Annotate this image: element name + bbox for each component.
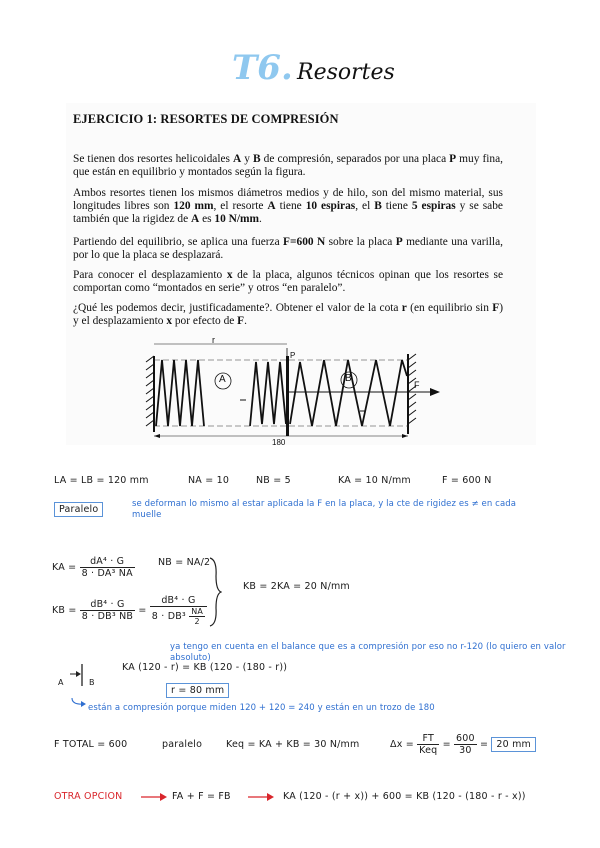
given-nb: NB = 5 — [256, 475, 291, 486]
paralelo-box: Paralelo — [54, 502, 103, 517]
paragraph-2: Ambos resortes tienen los mismos diámetros medios y de hilo, son del mismo material, sus longitudes libres son 120 mm, el resorte A tiene 10 espiras, el B tiene 5 espiras y se sabe también que la rigidez de A es 10 N/mm. — [73, 187, 503, 226]
ka-lhs: KA = — [52, 562, 77, 573]
plate-sketch — [54, 662, 100, 692]
ka-formula — [52, 556, 135, 579]
arrow-right-icon-2 — [247, 791, 275, 803]
exercise-title: EJERCICIO 1: RESORTES DE COMPRESIÓN — [73, 112, 339, 126]
ka-denominator: 8 · DA³ NA — [81, 568, 133, 579]
figure-label-b: B — [345, 373, 352, 384]
given-lengths: LA = LB = 120 mm — [54, 475, 149, 486]
nb-relation: NB = NA/2 — [158, 557, 211, 568]
dx-equals-2: = — [479, 739, 489, 750]
given-na: NA = 10 — [188, 475, 230, 486]
dx-lhs: Δx = — [390, 739, 414, 750]
figure-label-f: F — [414, 380, 420, 390]
otra-equation-1: FA + F = FB — [172, 791, 231, 802]
kb-denominator: 8 · DB³ NB — [81, 611, 134, 622]
figure-label-r: r — [212, 335, 215, 345]
sketch-label-a: A — [58, 678, 64, 687]
paragraph-5: ¿Qué les podemos decir, justificadamente?. Obtener el valor de la cota r (en equilibrio sin F) y el desplazamiento x por efecto de F. — [73, 302, 503, 328]
dx-num-2: 600 — [456, 733, 475, 744]
note-compression: están a compresión porque miden 120 + 120 = 240 y están en un trozo de 180 — [88, 703, 435, 713]
dx-den-2: 30 — [459, 745, 472, 756]
figure-dimension-180: 180 — [272, 438, 286, 447]
figure-label-a: A — [219, 374, 226, 385]
ka-fraction — [80, 556, 135, 579]
note-absolute: ya tengo en cuenta en el balance que es a compresión por eso no r-120 (lo quiero en valor absoluto) — [170, 642, 566, 663]
dx-result-box: 20 mm — [491, 737, 536, 752]
otra-opcion-label: OTRA OPCION — [54, 791, 123, 802]
kb-fraction-2 — [150, 595, 207, 626]
given-ka: KA = 10 N/mm — [338, 475, 411, 486]
arrow-right-icon — [140, 791, 168, 803]
kb-lhs: KB = — [52, 605, 77, 616]
r-result-box: r = 80 mm — [166, 683, 229, 698]
dx-fraction-2 — [454, 733, 477, 756]
kb-result: KB = 2KA = 20 N/mm — [243, 581, 350, 592]
dx-num-1: FT — [417, 733, 439, 745]
balance-equation: KA (120 - r) = KB (120 - (180 - r)) — [122, 662, 288, 673]
note-arrow-icon — [70, 696, 88, 710]
keq-equation: Keq = KA + KB = 30 N/mm — [226, 739, 360, 750]
kb-numerator-2: dB⁴ · G — [150, 595, 207, 607]
dx-fraction-1 — [417, 733, 439, 756]
ka-numerator: dA⁴ · G — [80, 556, 135, 568]
kb-equals: = — [138, 605, 147, 616]
kb-numerator: dB⁴ · G — [80, 599, 135, 611]
paralelo-label: paralelo — [162, 739, 203, 750]
otra-equation-2: KA (120 - (r + x)) + 600 = KB (120 - (180 - r - x)) — [283, 791, 526, 802]
dx-equation — [390, 733, 536, 756]
paralelo-explanation: se deforman lo mismo al estar aplicada la F en la placa, y la cte de rigidez es ≠ en cada muelle — [132, 499, 517, 520]
kb-fraction — [80, 599, 135, 622]
brace-icon — [208, 556, 222, 628]
dx-equals-1: = — [442, 739, 451, 750]
page-title: Resortes — [297, 60, 395, 85]
figure-label-p: P — [290, 351, 296, 360]
ftotal: F TOTAL = 600 — [54, 739, 128, 750]
kb-denominator-2: 8 · DB³ $\frac{NA}{2}$ — [151, 607, 204, 626]
paragraph-1: Se tienen dos resortes helicoidales A y B de compresión, separados por una placa P muy fina, que están en equilibrio y montados según la figura. — [73, 153, 504, 179]
given-f: F = 600 N — [442, 475, 492, 486]
chapter-logo: T6. — [232, 48, 293, 88]
dx-den-1: Keq — [419, 745, 438, 756]
paragraph-4: Para conocer el desplazamiento x de la placa, algunos técnicos opinan que los resortes se comportan como “montados en serie” y otros “en paralelo”. — [73, 269, 503, 295]
sketch-label-b: B — [89, 678, 95, 687]
kb-formula — [52, 595, 207, 626]
paragraph-3: Partiendo del equilibrio, se aplica una fuerza F=600 N sobre la placa P mediante una varilla, por lo que la placa se desplazará. — [73, 236, 503, 262]
